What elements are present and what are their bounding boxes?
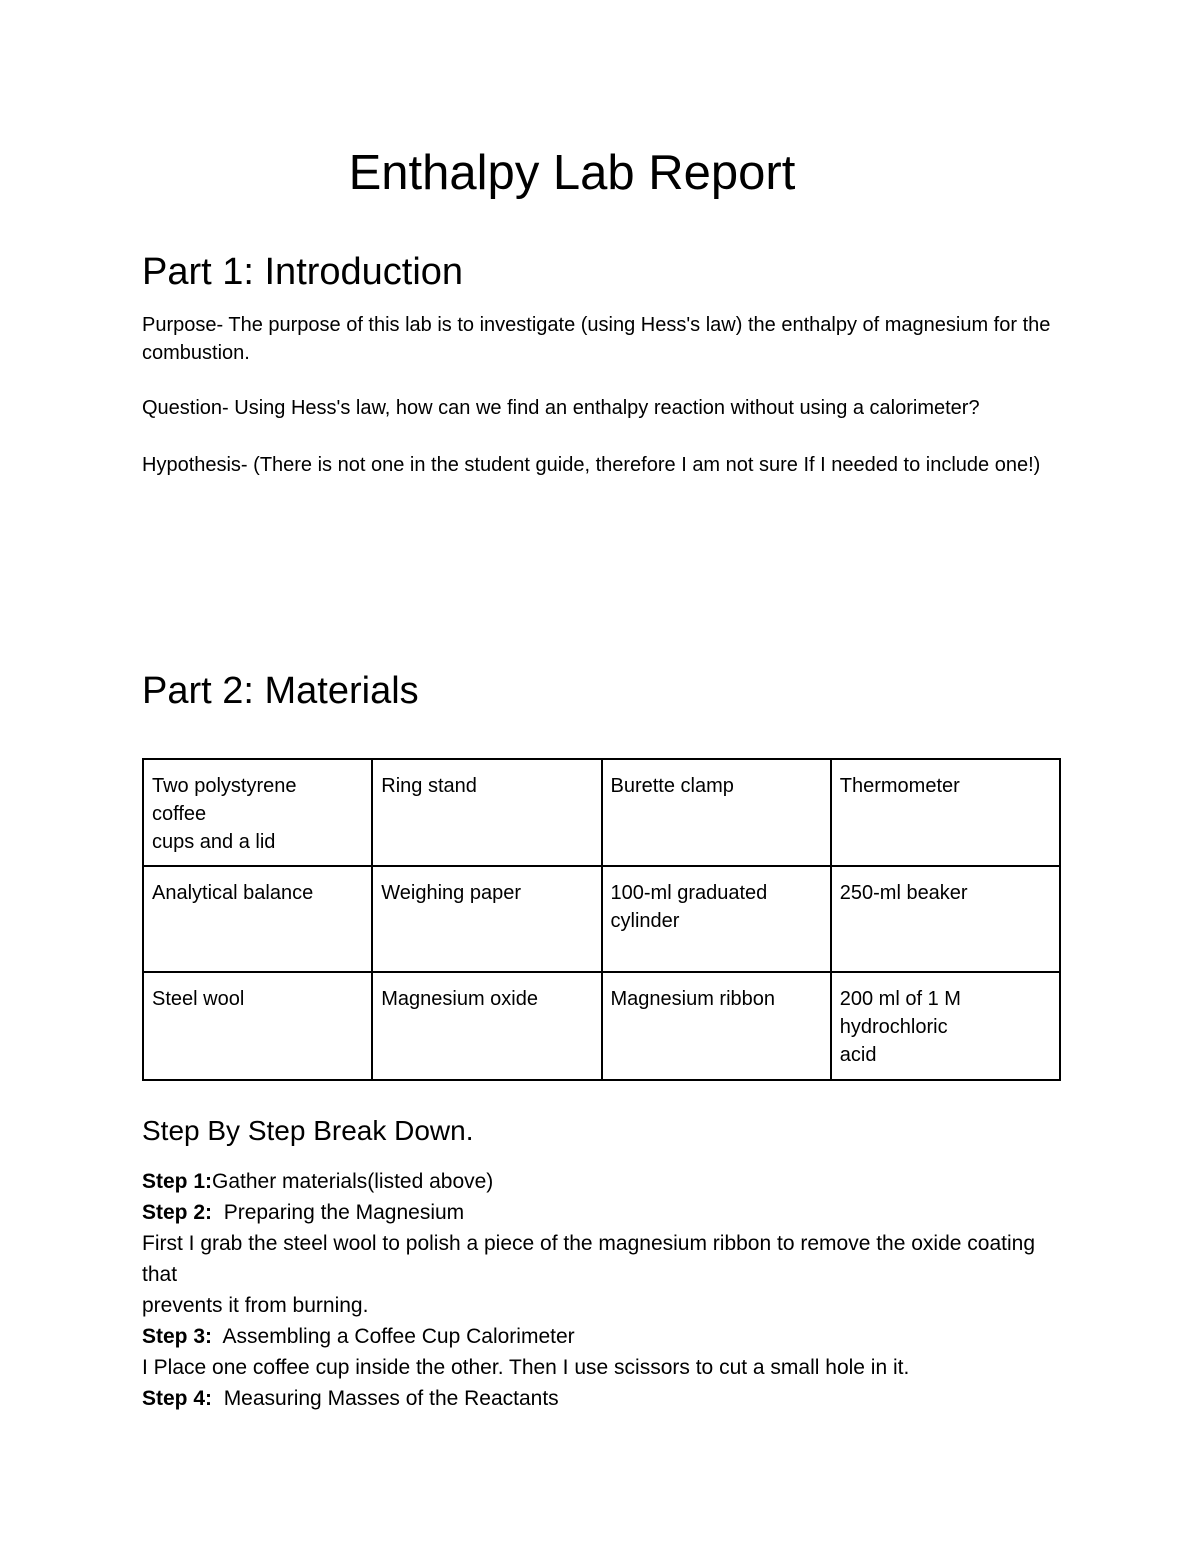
table-cell: Thermometer (831, 759, 1060, 866)
table-cell: 250-ml beaker (831, 866, 1060, 972)
step-text: Gather materials(listed above) (212, 1170, 494, 1193)
table-row (143, 972, 1060, 1080)
step-label: Step 4: (142, 1387, 213, 1410)
table-cell: Weighing paper (372, 866, 601, 972)
step-3 (142, 1321, 1042, 1352)
step-2-detail-cont: prevents it from burning. (142, 1294, 369, 1317)
part2-heading: Part 2: Materials (142, 670, 419, 712)
table-cell: Burette clamp (602, 759, 831, 866)
step-text: Measuring Masses of the Reactants (223, 1387, 559, 1410)
step-4 (142, 1383, 1042, 1414)
steps-list (142, 1166, 1042, 1414)
step-1 (142, 1166, 1042, 1197)
document-title: Enthalpy Lab Report (348, 146, 796, 200)
table-cell: Two polystyrene coffee cups and a lid (143, 759, 372, 866)
table-row (143, 759, 1060, 866)
step-label: Step 1: (142, 1170, 213, 1193)
table-row (143, 866, 1060, 972)
step-3-detail: I Place one coffee cup inside the other. Then I use scissors to cut a small hole in it. (142, 1356, 910, 1379)
step-label: Step 2: (142, 1201, 213, 1224)
step-2-detail: First I grab the steel wool to polish a piece of the magnesium ribbon to remove the oxide coating that (142, 1232, 1035, 1286)
table-cell: Ring stand (372, 759, 601, 866)
step-2 (142, 1197, 1042, 1228)
table-cell: Analytical balance (143, 866, 372, 972)
step-text: Preparing the Magnesium (223, 1201, 465, 1224)
table-cell: Magnesium ribbon (602, 972, 831, 1080)
question-paragraph: Question- Using Hess's law, how can we find an enthalpy reaction without using a calorimeter? (142, 397, 980, 419)
steps-heading: Step By Step Break Down. (142, 1115, 474, 1146)
step-text: Assembling a Coffee Cup Calorimeter (222, 1325, 575, 1348)
table-cell: Steel wool (143, 972, 372, 1080)
table-cell: 100-ml graduated cylinder (602, 866, 831, 972)
step-label: Step 3: (142, 1325, 213, 1348)
purpose-paragraph: Purpose- The purpose of this lab is to investigate (using Hess's law) the enthalpy of magnesium for the combustion. (142, 314, 1051, 364)
materials-table (142, 758, 1061, 1081)
hypothesis-paragraph: Hypothesis- (There is not one in the student guide, therefore I am not sure If I needed to include one!) (142, 454, 1041, 476)
part1-heading: Part 1: Introduction (142, 251, 464, 293)
table-cell: Magnesium oxide (372, 972, 601, 1080)
table-cell: 200 ml of 1 M hydrochloric acid (831, 972, 1060, 1080)
